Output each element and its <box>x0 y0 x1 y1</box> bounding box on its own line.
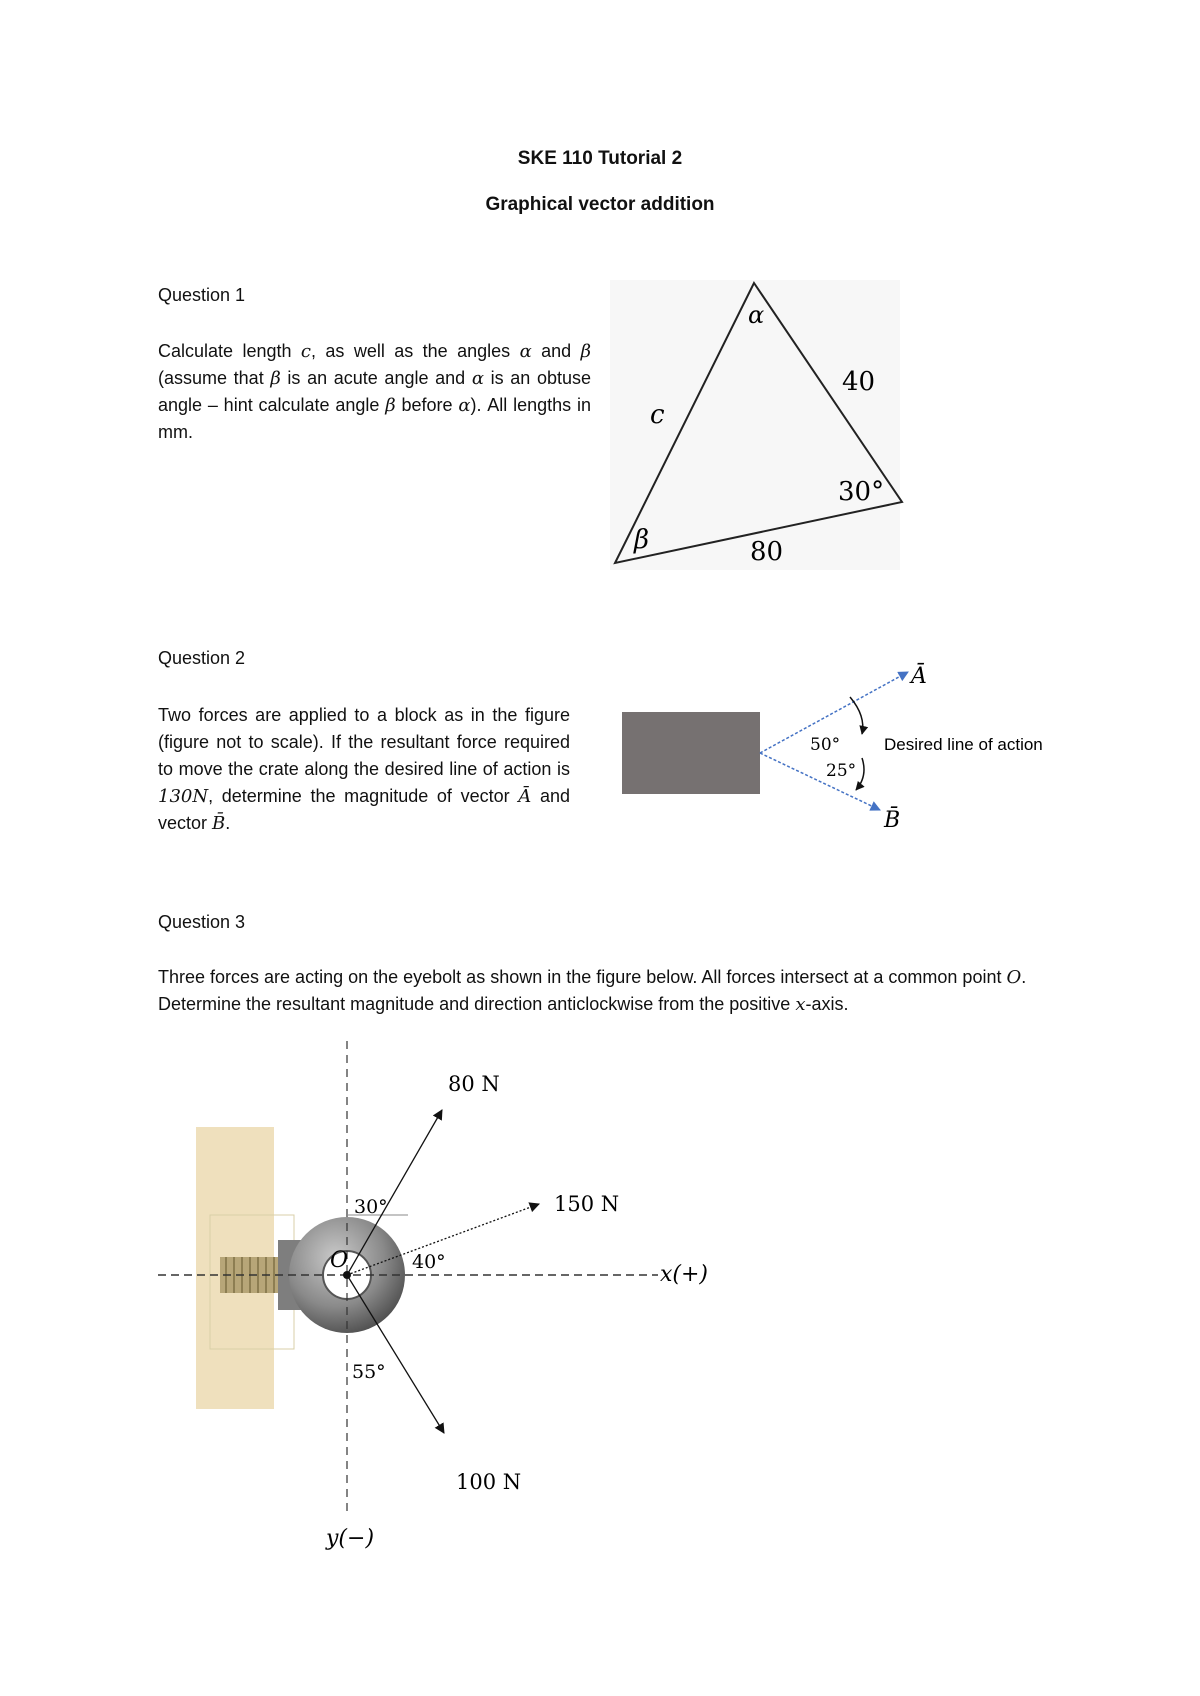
vector-b-label: B̄ <box>884 808 901 833</box>
beta-label: β <box>634 525 650 555</box>
angle-25-label: 25° <box>826 761 857 781</box>
question-2-text: Two forces are applied to a block as in the figure (figure not to scale). If the resultant force required to move the crate along the desired line of action is 130N, determine the magnitude of vector Ā and vector B̄. <box>158 705 570 834</box>
vector-a-label: Ā <box>911 664 927 689</box>
angle-40-label: 40° <box>412 1251 446 1273</box>
forces-block-figure <box>610 650 1060 835</box>
force-150n-label: 150 N <box>554 1192 620 1216</box>
desired-line-label: Desired line of action <box>884 735 1043 754</box>
page-title: SKE 110 Tutorial 2 <box>517 148 683 169</box>
question-1-heading: Question 1 <box>158 285 246 305</box>
question-2-heading: Question 2 <box>158 648 246 668</box>
x-axis-label: x(+) <box>660 1262 709 1287</box>
question-3-heading: Question 3 <box>158 912 246 932</box>
angle-30-label: 30° <box>838 477 885 507</box>
angle-50-arc <box>850 697 863 734</box>
angle-30-label: 30° <box>354 1196 388 1218</box>
block <box>622 712 760 794</box>
force-100n-label: 100 N <box>456 1470 522 1494</box>
angle-50-label: 50° <box>810 735 841 755</box>
force-80n-label: 80 N <box>448 1072 500 1096</box>
angle-55-label: 55° <box>352 1361 386 1383</box>
side-c-label: c <box>650 400 665 430</box>
question-1-text: Calculate length c, as well as the angles α and β (assume that β is an acute angle and α is an obtuse angle – hint calculate angle β before α). All lengths in mm. <box>158 341 591 442</box>
angle-25-arc <box>856 758 864 790</box>
y-axis-label: y(−) <box>326 1526 375 1551</box>
question-3-text: Three forces are acting on the eyebolt as shown in the figure below. All forces intersect at a common point O. Determine the resultant magnitude and direction anticlockwise from the positive x-axis. <box>158 967 1027 1015</box>
page-subtitle: Graphical vector addition <box>485 194 715 215</box>
origin-label: O <box>330 1248 349 1273</box>
eyebolt-figure <box>150 1035 730 1565</box>
triangle-figure <box>600 270 920 580</box>
side-80-label: 80 <box>750 537 784 567</box>
alpha-label: α <box>748 301 765 329</box>
side-40-label: 40 <box>842 367 876 397</box>
